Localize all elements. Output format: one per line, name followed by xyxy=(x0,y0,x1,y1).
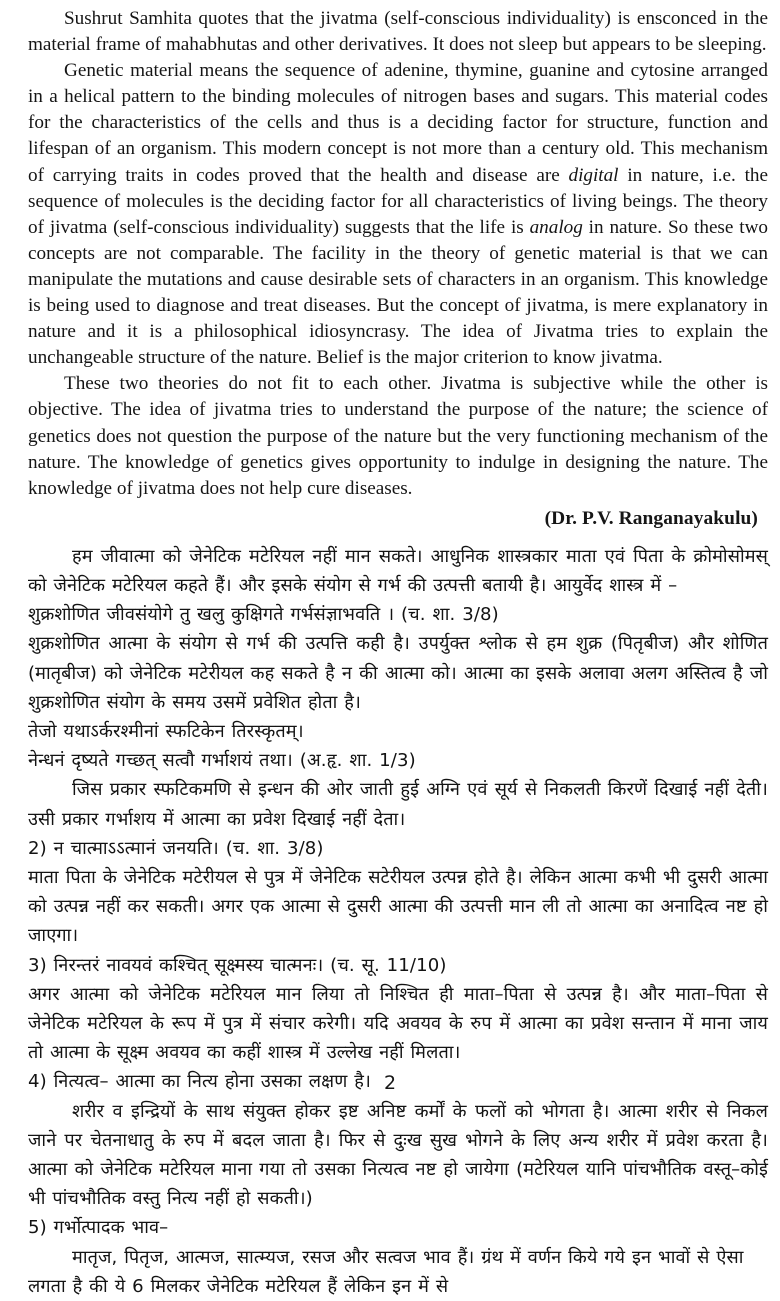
english-text-section xyxy=(28,6,768,502)
page-number: 2 xyxy=(383,1072,397,1094)
paragraph-2-run-3: in nature, i.e. the sequence of molecules is the deciding factor for all characteristics of living beings. The theory of jivatma (self-conscious individuality) suggests that the life is xyxy=(28,164,769,238)
paragraph-2-run-1: Genetic material means the sequence of adenine, thymine, guanine and cytosine arranged in a helical pattern to the binding molecules of nitrogen bases and sugars. This material codes for the characteristics of the cells and thus is a deciding factor for structure, function and lifespan of an organism. This modern concept is not more than a century old. This mechanism of carrying traits in codes proved that the health and disease are xyxy=(28,60,768,186)
sanskrit-verse-1: शुक्रशोणित जीवसंयोगे तु खलु कुक्षिगते गर्भसंज्ञाभवति । (च. शा. 3/8) xyxy=(28,604,499,626)
hindi-paragraph-4: माता पिता के जेनेटिक मटेरीयल से पुत्र में जेनेटिक सटेरीयल उत्पन्न होते है। लेकिन आत्मा कभी भी दुसरी आत्मा को उत्पन्न नहीं कर सकती। अगर एक आत्मा से दुसरी आत्मा की उत्पत्ती मान ली तो आत्मा का अनादित्व नष्ट हो जाएगा। xyxy=(28,867,768,947)
paragraph-1 xyxy=(28,6,768,58)
paragraph-3-text: These two theories do not fit to each other. Jivatma is subjective while the other is objective. The idea of jivatma tries to understand the purpose of the nature; the science of genetics does not question the purpose of the nature but the very functioning mechanism of the nature. The knowledge of genetics gives opportunity to indulge in designing the nature. The knowledge of jivatma does not help cure diseases. xyxy=(28,373,768,499)
numbered-point-5: 5) गर्भोत्पादक भाव– xyxy=(28,1217,169,1239)
hindi-paragraph-5: अगर आत्मा को जेनेटिक मटेरियल मान लिया तो निश्चित ही माता–पिता से उत्पन्न है। और माता–पिता से जेनेटिक मटेरियल के रूप में पुत्र में संचार करेगी। यदि अवयव के रुप में आत्मा का प्रवेश सन्तान में माना जाय तो आत्मा के सूक्ष्म अवयव का कहीं शास्त्र में उल्लेख नहीं मिलता। xyxy=(28,983,768,1064)
numbered-point-2: 2) न चात्माऽऽत्मानं जनयति। (च. शा. 3/8) xyxy=(28,837,324,859)
emphasis-analog: analog xyxy=(529,216,583,238)
author-byline: (Dr. P.V. Ranganayakulu) xyxy=(544,507,758,529)
paragraph-3 xyxy=(28,371,768,501)
sanskrit-verse-3: नेन्धनं दृष्यते गच्छत् सत्वौ गर्भाशयं तथा। (अ.हृ. शा. 1/3) xyxy=(28,750,416,772)
paragraph-2 xyxy=(28,58,768,371)
paragraph-1-text: Sushrut Samhita quotes that the jivatma (self-conscious individuality) is ensconced in the material frame of mahabhutas and other derivatives. It does not sleep but appears to be sleeping. xyxy=(28,8,768,56)
hindi-paragraph-6: शरीर व इन्द्रियों के साथ संयुक्त होकर इष्ट अनिष्ट कर्मों के फलों को भोगता है। आत्मा शरीर से निकल जाने पर चेतनाधातु के रुप में बदल जाता है। फिर से दुःख सुख भोगने के लिए अन्य शरीर में प्रवेश करता है। आत्मा को जेनेटिक मटेरियल माना गया तो उसका नित्यत्व नष्ट हो जायेगा (मटेरियल यानि पांचभौतिक वस्तू–कोई भी पांचभौतिक वस्तु नित्य नहीं हो सकती।) xyxy=(28,1100,768,1210)
numbered-point-4: 4) नित्यत्व– आत्मा का नित्य होना उसका लक्षण है। xyxy=(28,1071,371,1093)
hindi-paragraph-2: शुक्रशोणित आत्मा के संयोग से गर्भ की उत्पत्ति कही है। उपर्युक्त श्लोक से हम शुक्र (पितृबीज) और शोणित (मातृबीज) को जेनेटिक मटेरीयल कह सकते है न की आत्मा को। आत्मा का इसके अलावा अलग अस्तित्व है जो शुक्रशोणित संयोग के समय उसमें प्रवेशित होता है। xyxy=(28,633,768,713)
hindi-paragraph-7: मातृज, पितृज, आत्मज, सात्म्यज, रसज और सत्वज भाव हैं। ग्रंथ में वर्णन किये गये इन भावों से ऐसा लगता है की ये 6 मिलकर जेनेटिक मटेरियल हैं लेकिन इन में से xyxy=(28,1246,744,1297)
emphasis-digital: digital xyxy=(568,164,619,186)
numbered-point-3: 3) निरन्तरं नावयवं कश्चित् सूक्ष्मस्य चात्मनः। (च. सू. 11/10) xyxy=(28,954,447,976)
hindi-paragraph-3: जिस प्रकार स्फटिकमणि से इन्धन की ओर जाती हुई अग्नि एवं सूर्य से निकलती किरणें दिखाई नहीं देती। उसी प्रकार गर्भाशय में आत्मा का प्रवेश दिखाई नहीं देता। xyxy=(28,779,768,830)
hindi-text-section xyxy=(28,542,768,1301)
sanskrit-verse-2: तेजो यथाऽर्करश्मीनां स्फटिकेन तिरस्कृतम्। xyxy=(28,721,304,742)
hindi-paragraph-1: हम जीवात्मा को जेनेटिक मटेरियल नहीं मान सकते। आधुनिक शास्त्रकार माता एवं पिता के क्रोमोसोमस् को जेनेटिक मटेरियल कहते हैं। और इसके संयोग से गर्भ की उत्पत्ती बतायी है। आयुर्वेद शास्त्र में – xyxy=(28,545,768,596)
paragraph-2-run-5: in nature. So these two concepts are not comparable. The facility in the theory of genetic material is that we can manipulate the mutations and cause desirable sets of characters in an organism. This knowledge is being used to diagnose and treat diseases. But the concept of jivatma, is mere explanatory in nature and it is a philosophical idiosyncrasy. The idea of Jivatma tries to explain the unchangeable structure of the nature. Belief is the major criterion to know jivatma. xyxy=(28,216,768,369)
